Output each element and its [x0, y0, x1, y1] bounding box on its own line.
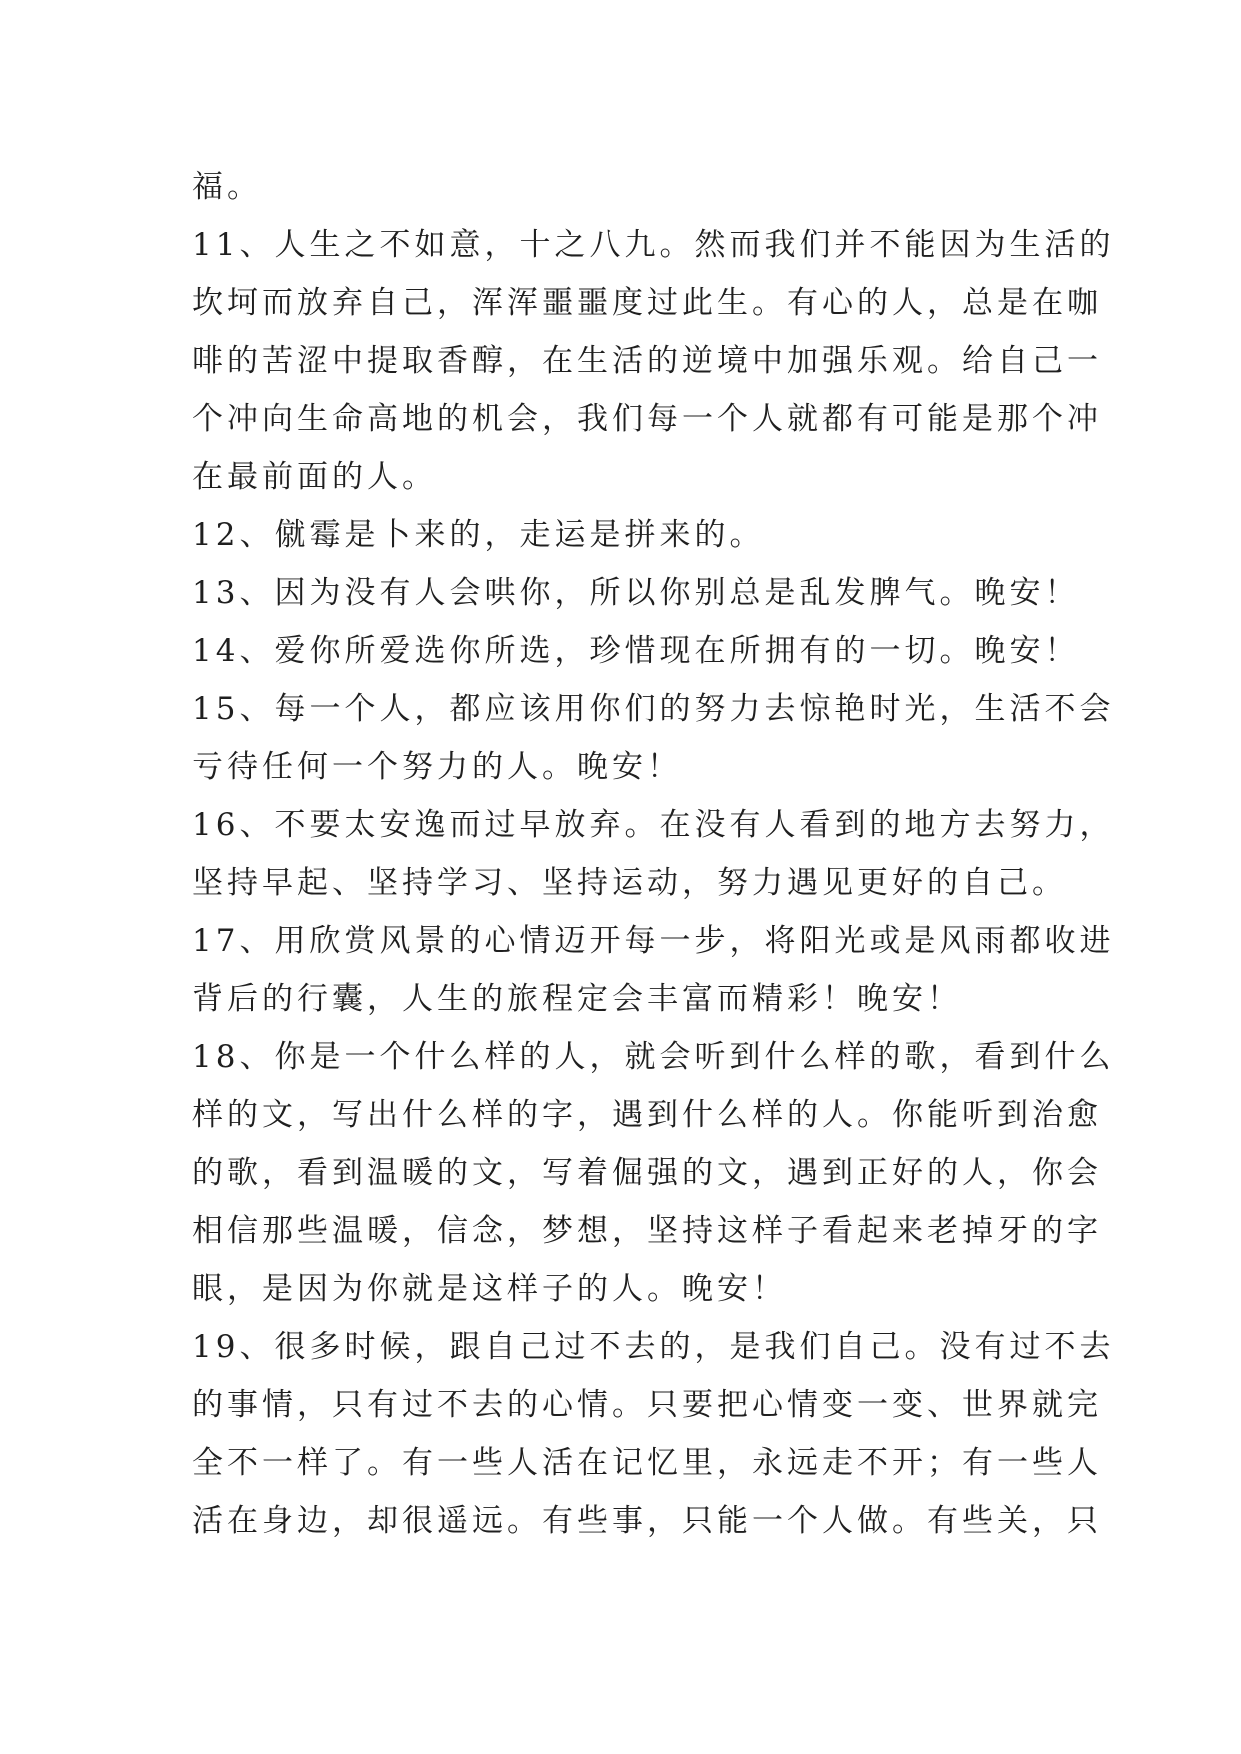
text-line: 啡的苦涩中提取香醇，在生活的逆境中加强乐观。给自己一 — [192, 343, 1102, 379]
text-line: 16、不要太安逸而过早放弃。在没有人看到的地方去努力， — [192, 807, 1115, 843]
text-line: 12、僦霉是卜来的，走运是拼来的。 — [192, 517, 765, 553]
text-line: 17、用欣赏风景的心情迈开每一步，将阳光或是风雨都收进 — [192, 923, 1115, 959]
text-line: 18、你是一个什么样的人，就会听到什么样的歌，看到什么 — [192, 1039, 1115, 1075]
text-line: 个冲向生命高地的机会，我们每一个人就都有可能是那个冲 — [192, 401, 1102, 437]
text-line: 亏待任何一个努力的人。晚安！ — [192, 749, 682, 785]
text-line: 眼，是因为你就是这样子的人。晚安！ — [192, 1271, 787, 1307]
text-line: 样的文，写出什么样的字，遇到什么样的人。你能听到治愈 — [192, 1097, 1102, 1133]
text-line: 的歌，看到温暖的文，写着倔强的文，遇到正好的人，你会 — [192, 1155, 1102, 1191]
text-line: 活在身边，却很遥远。有些事，只能一个人做。有些关，只 — [192, 1503, 1102, 1539]
text-line: 的事情，只有过不去的心情。只要把心情变一变、世界就完 — [192, 1387, 1102, 1423]
text-line: 福。 — [192, 169, 262, 205]
text-line: 在最前面的人。 — [192, 459, 437, 495]
text-line: 背后的行囊，人生的旅程定会丰富而精彩！晚安！ — [192, 981, 962, 1017]
text-line: 相信那些温暖，信念，梦想，坚持这样子看起来老掉牙的字 — [192, 1213, 1102, 1249]
document-body — [192, 158, 1115, 1550]
text-line: 坎坷而放弃自己，浑浑噩噩度过此生。有心的人，总是在咖 — [192, 285, 1102, 321]
text-line: 13、因为没有人会哄你，所以你别总是乱发脾气。晚安！ — [192, 575, 1080, 611]
text-line: 坚持早起、坚持学习、坚持运动，努力遇见更好的自己。 — [192, 865, 1067, 901]
text-line: 14、爱你所爱选你所选，珍惜现在所拥有的一切。晚安！ — [192, 633, 1080, 669]
text-line: 11、人生之不如意，十之八九。然而我们并不能因为生活的 — [192, 227, 1115, 263]
text-line: 15、每一个人，都应该用你们的努力去惊艳时光，生活不会 — [192, 691, 1115, 727]
text-line: 19、很多时候，跟自己过不去的，是我们自己。没有过不去 — [192, 1329, 1115, 1365]
text-line: 全不一样了。有一些人活在记忆里，永远走不开；有一些人 — [192, 1445, 1102, 1481]
